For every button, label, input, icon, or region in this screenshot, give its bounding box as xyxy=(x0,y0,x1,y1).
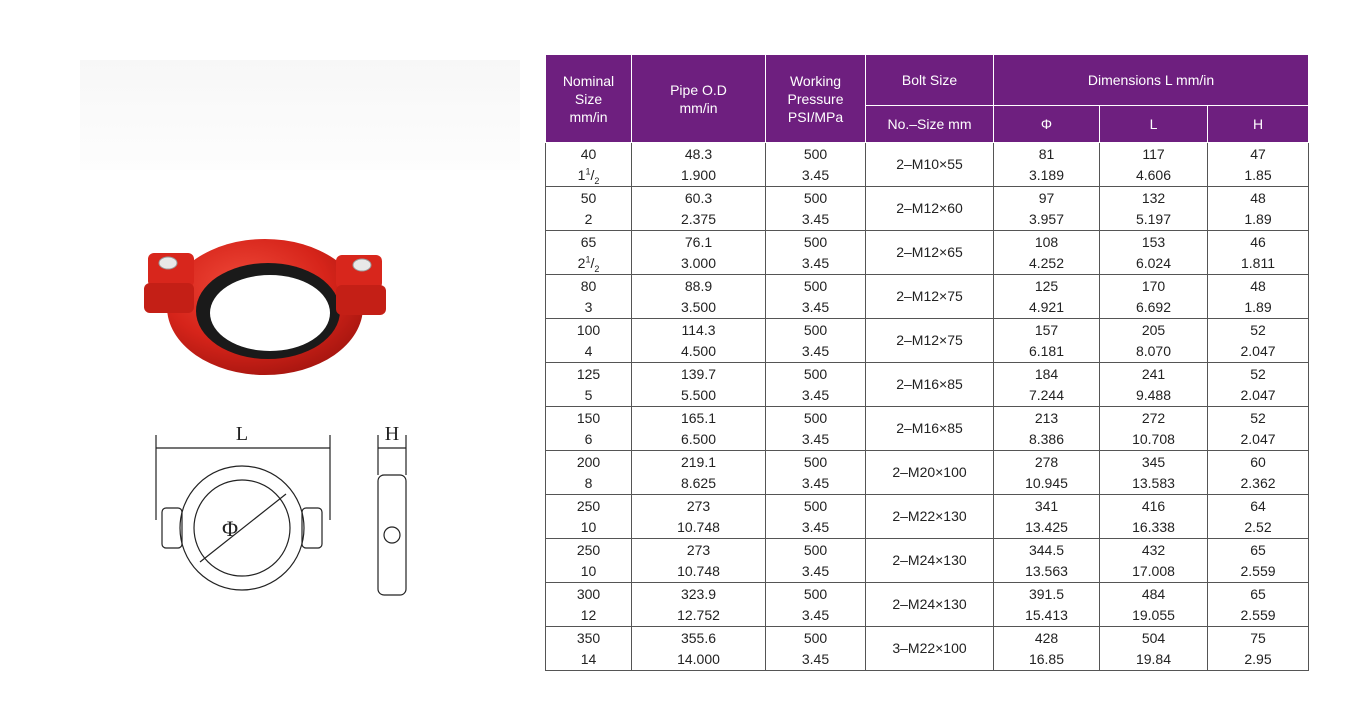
cell-dim-phi xyxy=(994,319,1100,363)
cell-dim-phi xyxy=(994,627,1100,671)
cell-working-pressure-primary: 500 xyxy=(803,233,828,250)
header-dimensions: Dimensions L mm/in xyxy=(994,55,1309,106)
cell-dim-h-secondary: 2.95 xyxy=(1244,650,1272,667)
cell-dim-l xyxy=(1100,627,1208,671)
cell-dim-l-secondary: 6.692 xyxy=(1135,298,1172,315)
cell-working-pressure-primary: 500 xyxy=(803,321,828,338)
cell-dim-l-primary: 484 xyxy=(1141,585,1166,602)
cell-pipe-od xyxy=(632,275,766,319)
cell-dim-h xyxy=(1208,583,1309,627)
cell-dim-l-secondary: 9.488 xyxy=(1135,386,1172,403)
header-dim-h: H xyxy=(1208,106,1309,143)
cell-bolt-size-primary: 2–M12×75 xyxy=(896,332,963,348)
cell-dim-l xyxy=(1100,187,1208,231)
cell-dim-l-primary: 432 xyxy=(1141,541,1166,558)
cell-bolt-size-primary: 2–M10×55 xyxy=(896,156,963,172)
cell-dim-l-secondary: 8.070 xyxy=(1135,342,1172,359)
cell-dim-h-primary: 52 xyxy=(1250,321,1266,338)
cell-dim-phi xyxy=(994,495,1100,539)
cell-dim-l-secondary: 19.84 xyxy=(1135,650,1172,667)
cell-dim-h xyxy=(1208,451,1309,495)
cell-pipe-od-secondary: 2.375 xyxy=(680,210,717,227)
cell-dim-phi-primary: 157 xyxy=(1034,321,1059,338)
cell-nominal-size xyxy=(546,539,632,583)
cell-dim-l xyxy=(1100,275,1208,319)
cell-dim-h-primary: 52 xyxy=(1250,365,1266,382)
cell-pipe-od xyxy=(632,231,766,275)
cell-dim-h-secondary: 2.52 xyxy=(1244,518,1272,535)
cell-dim-h xyxy=(1208,275,1309,319)
cell-working-pressure-primary: 500 xyxy=(803,365,828,382)
cell-pipe-od-primary: 114.3 xyxy=(681,321,716,338)
cell-dim-phi-primary: 81 xyxy=(1038,145,1055,162)
cell-dim-h-secondary: 1.85 xyxy=(1244,166,1272,183)
cell-dim-phi-primary: 184 xyxy=(1034,365,1059,382)
cell-nominal-size xyxy=(546,275,632,319)
table-row xyxy=(546,539,1309,583)
label-l: L xyxy=(235,423,249,445)
cell-dim-h-primary: 60 xyxy=(1250,453,1266,470)
cell-dim-h xyxy=(1208,319,1309,363)
cell-pipe-od-primary: 88.9 xyxy=(684,277,713,294)
cell-working-pressure-secondary: 3.45 xyxy=(801,386,830,403)
cell-nominal-size-secondary: 12 xyxy=(580,606,597,623)
cell-pipe-od-secondary: 3.500 xyxy=(680,298,717,315)
table-body xyxy=(546,143,1309,671)
cell-pipe-od-secondary: 14.000 xyxy=(677,650,720,667)
cell-nominal-size xyxy=(546,143,632,187)
cell-bolt-size-primary: 2–M16×85 xyxy=(896,420,963,436)
header-nominal-size: Nominal Size mm/in xyxy=(546,55,632,143)
cell-dim-phi-primary: 97 xyxy=(1038,189,1055,206)
cell-dim-phi-secondary: 13.563 xyxy=(1025,562,1068,579)
header-pipe-od: Pipe O.D mm/in xyxy=(632,55,766,143)
cell-dim-h-primary: 75 xyxy=(1250,629,1266,646)
cell-bolt-size xyxy=(866,407,994,451)
cell-dim-l xyxy=(1100,539,1208,583)
cell-dim-h-primary: 48 xyxy=(1250,277,1266,294)
cell-bolt-size xyxy=(866,627,994,671)
cell-dim-phi-secondary: 15.413 xyxy=(1025,606,1068,623)
cell-working-pressure xyxy=(766,407,866,451)
cell-nominal-size-primary: 150 xyxy=(576,409,601,426)
cell-nominal-size xyxy=(546,231,632,275)
cell-dim-h-secondary: 1.89 xyxy=(1244,210,1272,227)
header-dim-l: L xyxy=(1100,106,1208,143)
cell-working-pressure xyxy=(766,539,866,583)
cell-bolt-size-primary: 2–M12×60 xyxy=(896,200,963,216)
cell-working-pressure-secondary: 3.45 xyxy=(801,562,830,579)
cell-dim-l-secondary: 4.606 xyxy=(1135,166,1172,183)
cell-bolt-size-primary: 2–M12×65 xyxy=(896,244,963,260)
cell-dim-l-primary: 345 xyxy=(1141,453,1166,470)
cell-pipe-od-primary: 165.1 xyxy=(680,409,717,426)
cell-nominal-size-secondary: 14 xyxy=(580,650,597,667)
cell-pipe-od-primary: 355.6 xyxy=(680,629,717,646)
cell-bolt-size xyxy=(866,275,994,319)
cell-pipe-od xyxy=(632,187,766,231)
cell-nominal-size xyxy=(546,407,632,451)
cell-nominal-size-primary: 50 xyxy=(580,189,597,206)
cell-dim-h-secondary: 2.362 xyxy=(1240,474,1276,491)
cell-dim-phi-secondary: 7.244 xyxy=(1028,386,1065,403)
cell-pipe-od-secondary: 10.748 xyxy=(677,562,720,579)
table-row xyxy=(546,319,1309,363)
cell-nominal-size-primary: 300 xyxy=(576,585,601,602)
cell-pipe-od-secondary: 12.752 xyxy=(677,606,720,623)
cell-bolt-size xyxy=(866,539,994,583)
cell-dim-phi xyxy=(994,143,1100,187)
cell-nominal-size xyxy=(546,187,632,231)
cell-nominal-size xyxy=(546,319,632,363)
cell-nominal-size-primary: 65 xyxy=(580,233,597,250)
cell-bolt-size xyxy=(866,231,994,275)
cell-bolt-size-primary: 2–M24×130 xyxy=(892,596,967,612)
cell-working-pressure-secondary: 3.45 xyxy=(801,254,830,271)
cell-pipe-od-secondary: 3.000 xyxy=(680,254,717,271)
cell-dim-l-primary: 132 xyxy=(1141,189,1166,206)
cell-working-pressure-secondary: 3.45 xyxy=(801,342,830,359)
cell-nominal-size-secondary: $1^1/_2$ xyxy=(577,165,600,186)
table-row xyxy=(546,363,1309,407)
cell-pipe-od xyxy=(632,363,766,407)
cell-nominal-size xyxy=(546,583,632,627)
cell-pipe-od xyxy=(632,407,766,451)
cell-bolt-size xyxy=(866,319,994,363)
cell-working-pressure-secondary: 3.45 xyxy=(801,166,830,183)
cell-working-pressure xyxy=(766,187,866,231)
cell-nominal-size-primary: 100 xyxy=(576,321,601,338)
cell-working-pressure-secondary: 3.45 xyxy=(801,650,830,667)
cell-dim-phi xyxy=(994,451,1100,495)
cell-dim-l-primary: 416 xyxy=(1141,497,1166,514)
cell-pipe-od-primary: 60.3 xyxy=(684,189,713,206)
cell-nominal-size-secondary: 2 xyxy=(584,210,593,227)
cell-dim-l-primary: 117 xyxy=(1142,145,1165,162)
cell-dim-l xyxy=(1100,143,1208,187)
cell-dim-phi-primary: 344.5 xyxy=(1028,541,1065,558)
cell-working-pressure xyxy=(766,495,866,539)
cell-nominal-size xyxy=(546,363,632,407)
cell-working-pressure-primary: 500 xyxy=(803,409,828,426)
cell-dim-phi-secondary: 6.181 xyxy=(1028,342,1065,359)
cell-dim-phi-secondary: 13.425 xyxy=(1025,518,1068,535)
cell-dim-h xyxy=(1208,231,1309,275)
cell-nominal-size-primary: 250 xyxy=(576,541,601,558)
cell-dim-h-secondary: 2.559 xyxy=(1240,606,1276,623)
cell-dim-h-primary: 48 xyxy=(1250,189,1266,206)
table-row xyxy=(546,187,1309,231)
cell-dim-l xyxy=(1100,451,1208,495)
cell-pipe-od-secondary: 8.625 xyxy=(680,474,717,491)
cell-dim-phi xyxy=(994,187,1100,231)
cell-working-pressure xyxy=(766,583,866,627)
cell-pipe-od xyxy=(632,495,766,539)
cell-bolt-size-primary: 2–M12×75 xyxy=(896,288,963,304)
cell-working-pressure xyxy=(766,451,866,495)
cell-pipe-od-secondary: 1.900 xyxy=(680,166,717,183)
cell-dim-h-primary: 65 xyxy=(1250,541,1266,558)
cell-dim-l xyxy=(1100,363,1208,407)
header-working-pressure: Working Pressure PSI/MPa xyxy=(766,55,866,143)
cell-dim-h xyxy=(1208,187,1309,231)
cell-dim-phi-primary: 125 xyxy=(1034,277,1059,294)
cell-pipe-od-primary: 219.1 xyxy=(680,453,717,470)
cell-working-pressure xyxy=(766,319,866,363)
cell-dim-l-primary: 272 xyxy=(1141,409,1166,426)
cell-pipe-od-secondary: 5.500 xyxy=(680,386,717,403)
cell-working-pressure xyxy=(766,143,866,187)
cell-nominal-size xyxy=(546,627,632,671)
cell-dim-h-secondary: 1.811 xyxy=(1241,254,1275,271)
cell-bolt-size-primary: 3–M22×100 xyxy=(892,640,967,656)
cell-bolt-size xyxy=(866,143,994,187)
cell-dim-h-primary: 64 xyxy=(1250,497,1266,514)
cell-bolt-size xyxy=(866,495,994,539)
cell-dim-l-secondary: 16.338 xyxy=(1132,518,1175,535)
cell-dim-l-secondary: 19.055 xyxy=(1132,606,1175,623)
cell-dim-l xyxy=(1100,319,1208,363)
cell-dim-h xyxy=(1208,627,1309,671)
cell-nominal-size-primary: 250 xyxy=(576,497,601,514)
cell-working-pressure-primary: 500 xyxy=(803,189,828,206)
cell-dim-l-primary: 153 xyxy=(1141,233,1166,250)
cell-dim-l-primary: 170 xyxy=(1141,277,1166,294)
cell-dim-l-secondary: 10.708 xyxy=(1132,430,1175,447)
cell-working-pressure-primary: 500 xyxy=(803,497,828,514)
cell-dim-l xyxy=(1100,583,1208,627)
photo-background xyxy=(80,60,520,170)
cell-dim-h-primary: 47 xyxy=(1250,145,1266,162)
cell-dim-phi-primary: 428 xyxy=(1034,629,1059,646)
cell-bolt-size-primary: 2–M22×130 xyxy=(892,508,967,524)
cell-nominal-size-secondary: $2^1/_2$ xyxy=(577,253,600,274)
header-bolt-size: Bolt Size xyxy=(866,55,994,106)
coupling-photo xyxy=(140,195,390,380)
cell-working-pressure-primary: 500 xyxy=(803,145,828,162)
cell-nominal-size-secondary: 10 xyxy=(580,562,597,579)
cell-dim-h-secondary: 2.047 xyxy=(1240,386,1276,403)
table-row xyxy=(546,275,1309,319)
cell-dim-h xyxy=(1208,363,1309,407)
cell-bolt-size-primary: 2–M16×85 xyxy=(896,376,963,392)
label-phi: Φ xyxy=(221,516,239,541)
cell-dim-phi-primary: 341 xyxy=(1034,497,1059,514)
cell-dim-h-secondary: 2.047 xyxy=(1240,342,1276,359)
cell-bolt-size-primary: 2–M20×100 xyxy=(892,464,967,480)
cell-nominal-size-primary: 200 xyxy=(576,453,601,470)
cell-dim-phi xyxy=(994,363,1100,407)
cell-pipe-od xyxy=(632,319,766,363)
cell-dim-phi xyxy=(994,407,1100,451)
cell-nominal-size-secondary: 8 xyxy=(584,474,593,491)
cell-dim-l xyxy=(1100,407,1208,451)
cell-nominal-size-secondary: 6 xyxy=(584,430,593,447)
table-row xyxy=(546,495,1309,539)
cell-dim-h-primary: 46 xyxy=(1250,233,1266,250)
cell-nominal-size-secondary: 3 xyxy=(584,298,593,315)
cell-dim-l xyxy=(1100,495,1208,539)
cell-working-pressure-secondary: 3.45 xyxy=(801,518,830,535)
cell-nominal-size-primary: 80 xyxy=(580,277,597,294)
cell-working-pressure xyxy=(766,627,866,671)
cell-working-pressure-primary: 500 xyxy=(803,453,828,470)
cell-dim-phi xyxy=(994,231,1100,275)
cell-pipe-od-secondary: 6.500 xyxy=(680,430,717,447)
cell-dim-phi-primary: 391.5 xyxy=(1028,585,1065,602)
cell-nominal-size-secondary: 10 xyxy=(580,518,597,535)
cell-pipe-od-primary: 139.7 xyxy=(680,365,717,382)
cell-dim-h-secondary: 2.047 xyxy=(1240,430,1276,447)
cell-dim-l xyxy=(1100,231,1208,275)
cell-dim-phi-secondary: 3.189 xyxy=(1028,166,1065,183)
cell-working-pressure-secondary: 3.45 xyxy=(801,298,830,315)
table-row xyxy=(546,407,1309,451)
cell-working-pressure-secondary: 3.45 xyxy=(801,474,830,491)
cell-dim-phi xyxy=(994,275,1100,319)
cell-dim-l-secondary: 5.197 xyxy=(1135,210,1172,227)
cell-dim-h-secondary: 2.559 xyxy=(1240,562,1276,579)
cell-working-pressure xyxy=(766,363,866,407)
header-bolt-size-sub: No.–Size mm xyxy=(866,106,994,143)
cell-nominal-size-primary: 350 xyxy=(576,629,601,646)
cell-dim-phi-primary: 213 xyxy=(1034,409,1059,426)
cell-nominal-size-primary: 40 xyxy=(580,145,597,162)
cell-working-pressure xyxy=(766,231,866,275)
cell-working-pressure-primary: 500 xyxy=(803,541,828,558)
cell-pipe-od-primary: 273 xyxy=(686,497,711,514)
cell-dim-l-secondary: 17.008 xyxy=(1132,562,1175,579)
cell-working-pressure-primary: 500 xyxy=(803,585,828,602)
table-row xyxy=(546,231,1309,275)
cell-working-pressure-secondary: 3.45 xyxy=(801,606,830,623)
cell-dim-phi-secondary: 10.945 xyxy=(1025,474,1068,491)
cell-dim-l-secondary: 13.583 xyxy=(1132,474,1175,491)
cell-dim-h xyxy=(1208,539,1309,583)
cell-dim-phi-secondary: 4.921 xyxy=(1028,298,1065,315)
cell-dim-phi-primary: 278 xyxy=(1034,453,1059,470)
cell-bolt-size xyxy=(866,583,994,627)
cell-pipe-od-primary: 323.9 xyxy=(680,585,717,602)
cell-dim-phi xyxy=(994,583,1100,627)
cell-dim-h xyxy=(1208,407,1309,451)
cell-working-pressure-secondary: 3.45 xyxy=(801,430,830,447)
cell-nominal-size-primary: 125 xyxy=(576,365,601,382)
cell-nominal-size xyxy=(546,495,632,539)
cell-working-pressure xyxy=(766,275,866,319)
cell-dim-phi-secondary: 4.252 xyxy=(1028,254,1065,271)
cell-dim-h xyxy=(1208,495,1309,539)
cell-nominal-size-secondary: 5 xyxy=(584,386,593,403)
cell-dim-h-primary: 65 xyxy=(1250,585,1266,602)
cell-dim-phi xyxy=(994,539,1100,583)
cell-pipe-od-primary: 48.3 xyxy=(684,145,713,162)
cell-pipe-od xyxy=(632,539,766,583)
cell-working-pressure-primary: 500 xyxy=(803,629,828,646)
cell-pipe-od xyxy=(632,627,766,671)
cell-dim-phi-secondary: 8.386 xyxy=(1028,430,1065,447)
cell-dim-h-primary: 52 xyxy=(1250,409,1266,426)
cell-bolt-size xyxy=(866,363,994,407)
header-dim-phi: Φ xyxy=(994,106,1100,143)
cell-bolt-size xyxy=(866,187,994,231)
cell-dim-h-secondary: 1.89 xyxy=(1244,298,1272,315)
cell-dim-phi-primary: 108 xyxy=(1034,233,1059,250)
cell-dim-l-primary: 504 xyxy=(1141,629,1166,646)
table-row xyxy=(546,583,1309,627)
cell-bolt-size xyxy=(866,451,994,495)
cell-dim-h xyxy=(1208,143,1309,187)
table-row xyxy=(546,143,1309,187)
cell-pipe-od xyxy=(632,583,766,627)
label-h: H xyxy=(384,423,400,445)
cell-working-pressure-secondary: 3.45 xyxy=(801,210,830,227)
cell-dim-l-primary: 205 xyxy=(1141,321,1166,338)
cell-nominal-size-secondary: 4 xyxy=(584,342,593,359)
spec-table xyxy=(545,54,1309,671)
cell-dim-phi-secondary: 16.85 xyxy=(1028,650,1065,667)
cell-dim-l-primary: 241 xyxy=(1141,365,1166,382)
cell-pipe-od-primary: 273 xyxy=(686,541,711,558)
cell-dim-phi-secondary: 3.957 xyxy=(1028,210,1065,227)
product-illustration-panel xyxy=(80,60,520,680)
cell-working-pressure-primary: 500 xyxy=(803,277,828,294)
cell-pipe-od xyxy=(632,143,766,187)
cell-bolt-size-primary: 2–M24×130 xyxy=(892,552,967,568)
table-row xyxy=(546,451,1309,495)
table-row xyxy=(546,627,1309,671)
cell-pipe-od-primary: 76.1 xyxy=(684,233,713,250)
cell-pipe-od-secondary: 10.748 xyxy=(677,518,720,535)
dimension-drawing xyxy=(150,410,430,610)
cell-nominal-size xyxy=(546,451,632,495)
cell-dim-l-secondary: 6.024 xyxy=(1135,254,1172,271)
cell-pipe-od xyxy=(632,451,766,495)
cell-pipe-od-secondary: 4.500 xyxy=(680,342,717,359)
